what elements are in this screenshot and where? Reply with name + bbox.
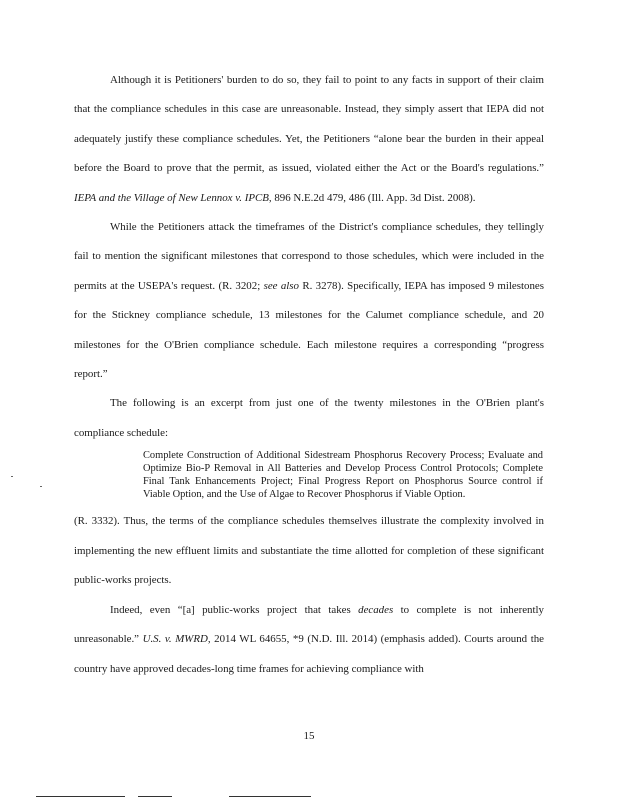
footer-rule <box>138 796 172 797</box>
paragraph-decades <box>74 596 544 684</box>
see-also-signal: see also <box>263 279 299 292</box>
paragraph-complexity: (R. 3332). Thus, the terms of the compliance schedules themselves illustrate the complexity involved in implementing the new effluent limits and substantiate the time allotted for completion of these significant public-works projects. <box>74 515 544 587</box>
paragraph-burden-citation: 896 N.E.2d 479, 486 (Ill. App. 3d Dist. 2008). <box>271 191 476 204</box>
emphasis-decades: decades <box>358 603 394 616</box>
paragraph-milestones <box>74 213 544 389</box>
paragraph-milestones-rest: R. 3278). Specifically, IEPA has imposed 9 milestones for the Stickney compliance schedule, 13 milestones for the Calumet compliance schedule, and 20 milestones for the O'Brien compliance schedule. Each milestone requires a corresponding “progress report.” <box>74 279 544 381</box>
case-citation-iepa: IEPA and the Village of New Lennox v. IPCB, <box>74 191 272 204</box>
page-number: 15 <box>303 730 315 742</box>
footer-rule <box>36 796 125 797</box>
paragraph-decades-text: Indeed, even “[a] public-works project that takes <box>110 603 359 616</box>
paragraph-burden <box>74 66 544 213</box>
case-citation-mwrd: U.S. v. MWRD, <box>142 633 211 646</box>
paragraph-milestones-text: While the Petitioners attack the timeframes of the District's compliance schedules, they tellingly fail to mention the significant milestones that correspond to those schedules, which were included in the permits at the USEPA's request. (R. 3202; <box>74 221 544 292</box>
paragraph-decades-mid: to complete is not inherently unreasonable.” <box>74 603 544 646</box>
footer-rule <box>229 796 311 797</box>
block-quote-milestone: Complete Construction of Additional Sidestream Phosphorus Recovery Process; Evaluate and Optimize Bio-P Removal in All Batteries and Develop Process Control Protocols; Complete Final Tank Enhancements Project; Final Progress Report on Phosphorus Source control if Viable Option, and the Use of Algae to Recover Phosphorus if Viable Option. <box>143 450 543 500</box>
document-body <box>74 66 544 684</box>
scan-artifact <box>40 486 42 487</box>
paragraph-excerpt-intro: The following is an excerpt from just one of the twenty milestones in the O'Brien plant's compliance schedule: <box>74 397 544 439</box>
paragraph-decades-rest: 2014 WL 64655, *9 (N.D. Ill. 2014) (emphasis added). Courts around the country have approved decades-long time frames for achieving compliance with <box>74 633 544 675</box>
scan-artifact <box>11 476 13 477</box>
paragraph-burden-text: Although it is Petitioners' burden to do so, they fail to point to any facts in support of their claim that the compliance schedules in this case are unreasonable. Instead, they simply assert that IEPA did not adequately justify these compliance schedules. Yet, the Petitioners “alone bear the burden in their appeal before the Board to prove that the permit, as issued, violated either the Act or the Board's regulations.” <box>74 74 544 175</box>
